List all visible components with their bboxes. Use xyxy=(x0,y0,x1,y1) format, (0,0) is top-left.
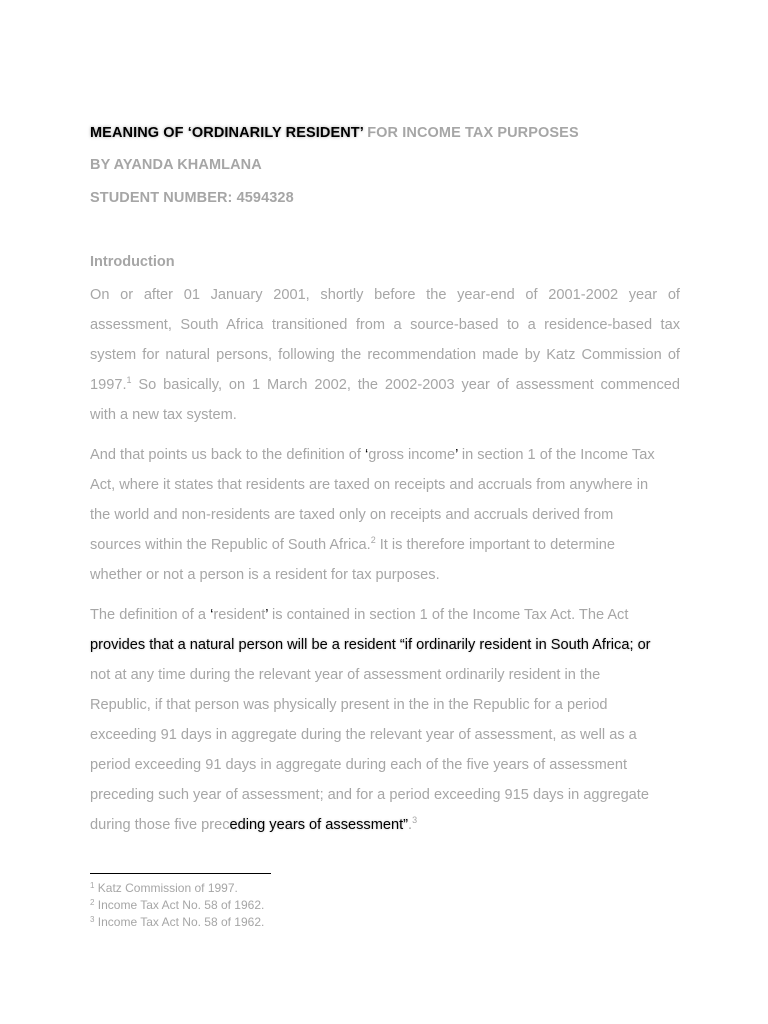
footnote-1 xyxy=(90,880,264,897)
p2-line-2: Act, where it states that residents are taxed on receipts and accruals from anywhere in xyxy=(90,477,649,493)
p1-line-2: assessment, South Africa transitioned from a source-based to a residence-based tax xyxy=(90,317,680,333)
p3-line-4: Republic, if that person was physically present in the in the Republic for a period xyxy=(90,697,608,713)
footnote-1-number: 1 xyxy=(90,881,95,890)
p2-line-1 xyxy=(90,440,680,470)
p3-line-1 xyxy=(90,600,680,630)
p3-line-1-text-b: is contained in section 1 of the Income Tax Act. The Act xyxy=(267,607,629,623)
p3-line-2-quote: “ xyxy=(399,637,405,653)
footnote-3-text: Income Tax Act No. 58 of 1962. xyxy=(94,915,265,929)
paragraph-1 xyxy=(90,280,680,430)
p2-line-4-text-a: sources within the Republic of South Africa. xyxy=(90,537,371,553)
p1-line-1: On or after 01 January 2001, shortly before the year-end of 2001-2002 year of xyxy=(90,287,680,303)
p3-line-5: exceeding 91 days in aggregate during the relevant year of assessment, as well as a xyxy=(90,727,637,743)
p1-line-5: with a new tax system. xyxy=(90,407,237,423)
footnotes xyxy=(90,880,264,931)
p2-quote-open: ‘ xyxy=(365,447,369,463)
p3-term-resident: resident xyxy=(213,607,266,623)
footnote-ref-3: 3 xyxy=(412,815,418,825)
p3-line-2-text-b: if ordinarily resident in South Africa; or xyxy=(404,637,651,653)
p2-line-5: whether or not a person is a resident for tax purposes. xyxy=(90,567,440,583)
p2-quote-close: ’ xyxy=(455,447,458,463)
p2-line-3: the world and non-residents are taxed only on receipts and accruals derived from xyxy=(90,507,614,523)
p2-line-4 xyxy=(90,530,680,560)
footnote-ref-1: 1 xyxy=(126,375,132,385)
p3-line-1-text-a: The definition of a xyxy=(90,607,211,623)
p1-line-3: system for natural persons, following the recommendation made by Katz Commission of xyxy=(90,347,680,363)
author-line: BY AYANDA KHAMLANA xyxy=(90,157,262,173)
footnote-1-text: Katz Commission of 1997. xyxy=(94,881,238,895)
p3-line-2-text-a: provides that a natural person will be a resident xyxy=(90,637,400,653)
footnote-2-number: 2 xyxy=(90,898,95,907)
paragraph-3 xyxy=(90,600,680,840)
footnote-3-number: 3 xyxy=(90,915,95,924)
p2-term-gross-income: gross income xyxy=(368,447,456,463)
p3-line-7: preceding such year of assessment; and for a period exceeding 915 days in aggregate xyxy=(90,787,649,803)
p3-quote-open: ‘ xyxy=(210,607,214,623)
p3-quote-close: ’ xyxy=(265,607,268,623)
p3-line-8-text-a: during those five prec xyxy=(90,817,230,833)
p1-line-4 xyxy=(90,370,680,400)
student-number-line: STUDENT NUMBER: 4594328 xyxy=(90,190,294,206)
p3-line-6: period exceeding 91 days in aggregate during each of the five years of assessment xyxy=(90,757,628,773)
p2-line-4-text-b: It is therefore important to determine xyxy=(375,537,615,553)
p2-line-1-text-b: in section 1 of the Income Tax xyxy=(457,447,655,463)
p1-line-4-text-a: 1997. xyxy=(90,377,127,393)
footnote-3 xyxy=(90,914,264,931)
p3-line-8-quote: ” xyxy=(403,817,409,833)
footnote-2-text: Income Tax Act No. 58 of 1962. xyxy=(94,898,265,912)
title-rest: FOR INCOME TAX PURPOSES xyxy=(363,125,579,141)
document-title xyxy=(90,125,579,141)
p3-line-8-text-b: eding years of assessment xyxy=(229,817,404,833)
footnote-ref-2: 2 xyxy=(370,535,376,545)
p3-line-8 xyxy=(90,810,680,840)
p2-line-1-text-a: And that points us back to the definition of xyxy=(90,447,366,463)
paragraph-2 xyxy=(90,440,680,590)
p3-line-3: not at any time during the relevant year of assessment ordinarily resident in the xyxy=(90,667,601,683)
p3-line-8-period: . xyxy=(408,817,413,833)
p1-line-4-text-b: So basically, on 1 March 2002, the 2002-2003 year of assessment commenced xyxy=(131,377,680,393)
title-emphasized: MEANING OF ‘ORDINARILY RESIDENT’ xyxy=(90,125,364,141)
footnote-2 xyxy=(90,897,264,914)
p3-line-2 xyxy=(90,630,680,660)
section-title-introduction: Introduction xyxy=(90,254,175,270)
footnote-separator xyxy=(90,873,271,874)
